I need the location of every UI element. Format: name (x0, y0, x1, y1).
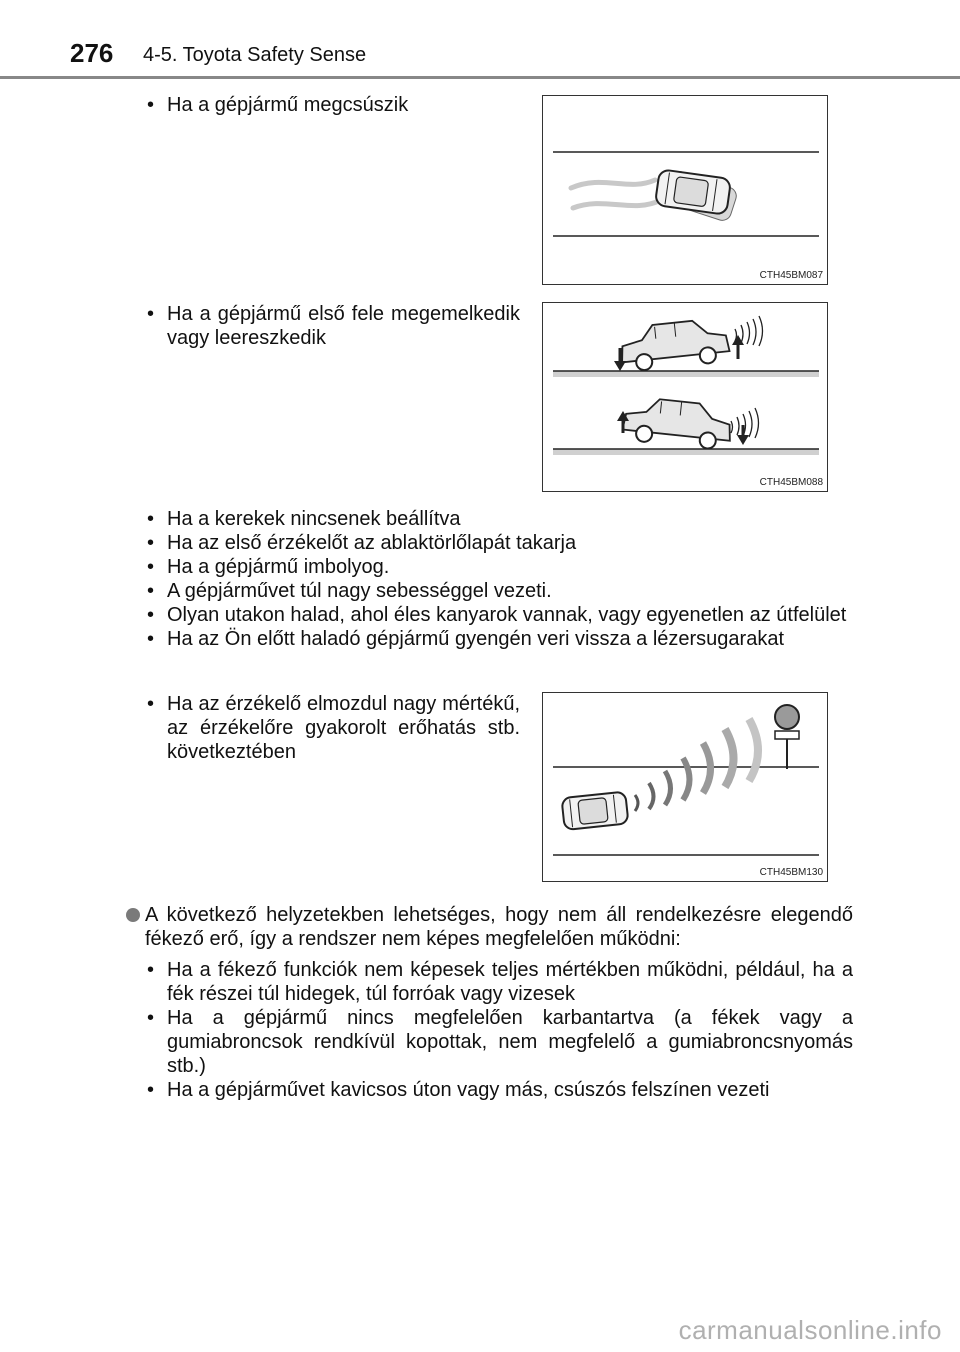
list-item: • Ha a fékező funkciók nem képesek teljes mértékben működni, például, ha a fék részei túl hidegek, túl forróak vagy vizesek (145, 958, 853, 1006)
circle-bullet-icon (126, 908, 140, 922)
bullet-list-4 (145, 692, 520, 764)
figure-skidding-car (542, 95, 828, 285)
car-side-upper (619, 317, 731, 372)
laser-beam-fan (635, 719, 758, 811)
main-point: A következő helyzetekben lehetséges, hogy nem áll rendelkezésre elegendő fékező erő, így a rendszer nem képes megfelelően működni: (145, 904, 853, 950)
lift-illustration (543, 303, 827, 491)
list-item: • Ha az első érzékelőt az ablaktörlőlapát takarja (145, 531, 853, 555)
laser-waves-lower (731, 408, 759, 438)
list-item: • Ha az érzékelő elmozdul nagy mértékű, az érzékelőre gyakorolt erőhatás stb. következtében (145, 692, 520, 764)
car-top-view-sensor (561, 792, 628, 831)
list-item: • Ha a gépjárművet kavicsos úton vagy más, csúszós felszínen vezeti (145, 1078, 853, 1102)
list-item: • Ha az Ön előtt haladó gépjármű gyengén veri vissza a lézersugarakat (145, 627, 853, 651)
bullet-list-1 (145, 93, 525, 117)
car-top-view (655, 169, 731, 215)
bullet-list-2 (145, 302, 520, 350)
header-divider (0, 76, 960, 79)
figure-code: CTH45BM130 (759, 867, 823, 878)
skid-illustration (543, 96, 827, 284)
page-number: 276 (70, 38, 114, 68)
sensor-illustration (543, 693, 827, 881)
figure-front-lift (542, 302, 828, 492)
bullet-list-5 (145, 958, 853, 1102)
bullet-list-3 (145, 507, 853, 651)
list-item: • Ha a gépjármű megcsúszik (145, 93, 525, 117)
car-side-lower (621, 396, 733, 451)
watermark-url: carmanualsonline.info (678, 1315, 942, 1345)
figure-code: CTH45BM088 (759, 477, 823, 488)
list-item: • Ha a gépjármű nincs megfelelően karbantartva (a fékek vagy a gumiabroncsok rendkívül kopottak, nem megfelelő a gumiabroncsnyomás stb.) (145, 1006, 853, 1078)
road-sign (775, 705, 799, 769)
figure-sensor-shift (542, 692, 828, 882)
list-item: • Olyan utakon halad, ahol éles kanyarok vannak, vagy egyenetlen az útfelület (145, 603, 853, 627)
list-item: • Ha a kerekek nincsenek beállítva (145, 507, 853, 531)
figure-code: CTH45BM087 (759, 270, 823, 281)
list-item: • A gépjárművet túl nagy sebességgel vezeti. (145, 579, 853, 603)
section-title: 4-5. Toyota Safety Sense (143, 44, 367, 66)
list-item: • Ha a gépjármű első fele megemelkedik vagy leereszkedik (145, 302, 520, 350)
list-item: • Ha a gépjármű imbolyog. (145, 555, 853, 579)
